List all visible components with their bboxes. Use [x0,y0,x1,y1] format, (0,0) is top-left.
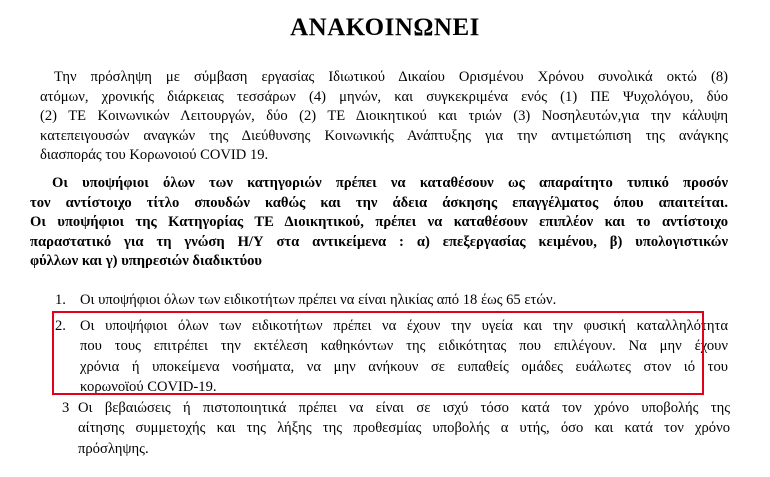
requirements-line: φύλλων και γ) υπηρεσιών διαδικτύου [30,253,263,269]
requirements-line: Οι υποψήφιοι όλων των κατηγοριών πρέπει να καταθέσουν ως απαραίτητο τυπικό προσόν [52,175,728,191]
document-title: ΑΝΑΚΟΙΝΩΝΕΙ [290,14,480,41]
intro-line: (2) ΤΕ Κοινωνικών Λειτουργών, δύο (2) ΤΕ Διοικητικού και τριών (3) Νοσηλευτών,για την κάλυψη [40,108,728,124]
list-item-text [80,290,728,310]
list-item-line: κορωνοϊού COVID-19. [80,379,217,396]
requirements-line: τον αντίστοιχο τίτλο σπουδών καθώς και την άδεια άσκησης επαγγέλματος όπου απαιτείται. [30,194,728,211]
requirements-line: παραστατικό για τη γνώση Η/Υ στα αντικείμενα : α) επεξεργασίας κειμένου, β) υπολογιστικών [30,233,728,250]
requirements-line: Οι υποψήφιοι της Κατηγορίας ΤΕ Διοικητικού, πρέπει να καταθέσουν επιπλέον και το αντίστοιχο [30,214,728,230]
intro-paragraph [40,68,728,166]
list-item-line: πρόσληψης. [78,440,149,457]
list-item-line: Οι υποψήφιοι όλων των ειδικοτήτων πρέπει να έχουν την υγεία και την φυσική καταλληλότητα [80,318,728,334]
list-item-line: χρόνια ή υποκείμενα νοσήματα, να μην ανήκουν σε ευπαθείς ομάδες ευάλωτες στον ιό του [80,358,728,375]
highlight-box [52,311,704,395]
list-item-number: 3 [62,400,70,416]
list-item-line: που τους επιτρέπει την εκτέλεση καθηκόντων της ειδικότητας που επιλέγουν. Να μην έχουν [80,338,728,355]
list-item-number: 1. [55,292,66,308]
list-item-line: Οι υποψήφιοι όλων των ειδικοτήτων πρέπει να είναι ηλικίας από 18 έως 65 ετών. [80,292,557,308]
list-item-line: Οι βεβαιώσεις ή πιστοποιητικά πρέπει να είναι σε ισχύ τόσο κατά τον χρόνο υποβολής της [78,400,730,416]
list-item-number: 2. [55,318,66,334]
intro-line: Την πρόσληψη με σύμβαση εργασίας Ιδιωτικού Δικαίου Ορισμένου Χρόνου συνολικά οκτώ (8) [54,69,728,85]
requirements-paragraph [30,174,728,272]
intro-line: κατεπειγουσών αναγκών της Διεύθυνσης Κοινωνικής Ανάπτυξης για την αντιμετώπιση της ανάγκης [40,127,728,144]
intro-line: ατόμων, χρονικής διάρκειας τεσσάρων (4) μηνών, και συγκεκριμένα ενός (1) ΠΕ Ψυχολόγου, δύο [40,88,728,105]
list-item-line: αίτησης συμμετοχής και της λήξης της προθεσμίας υποβολής α υτής, όσο και κατά τον χρόνο [78,420,730,437]
intro-line: διασποράς του Κορωνοιού COVID 19. [40,147,269,163]
list-item-text [78,398,730,459]
